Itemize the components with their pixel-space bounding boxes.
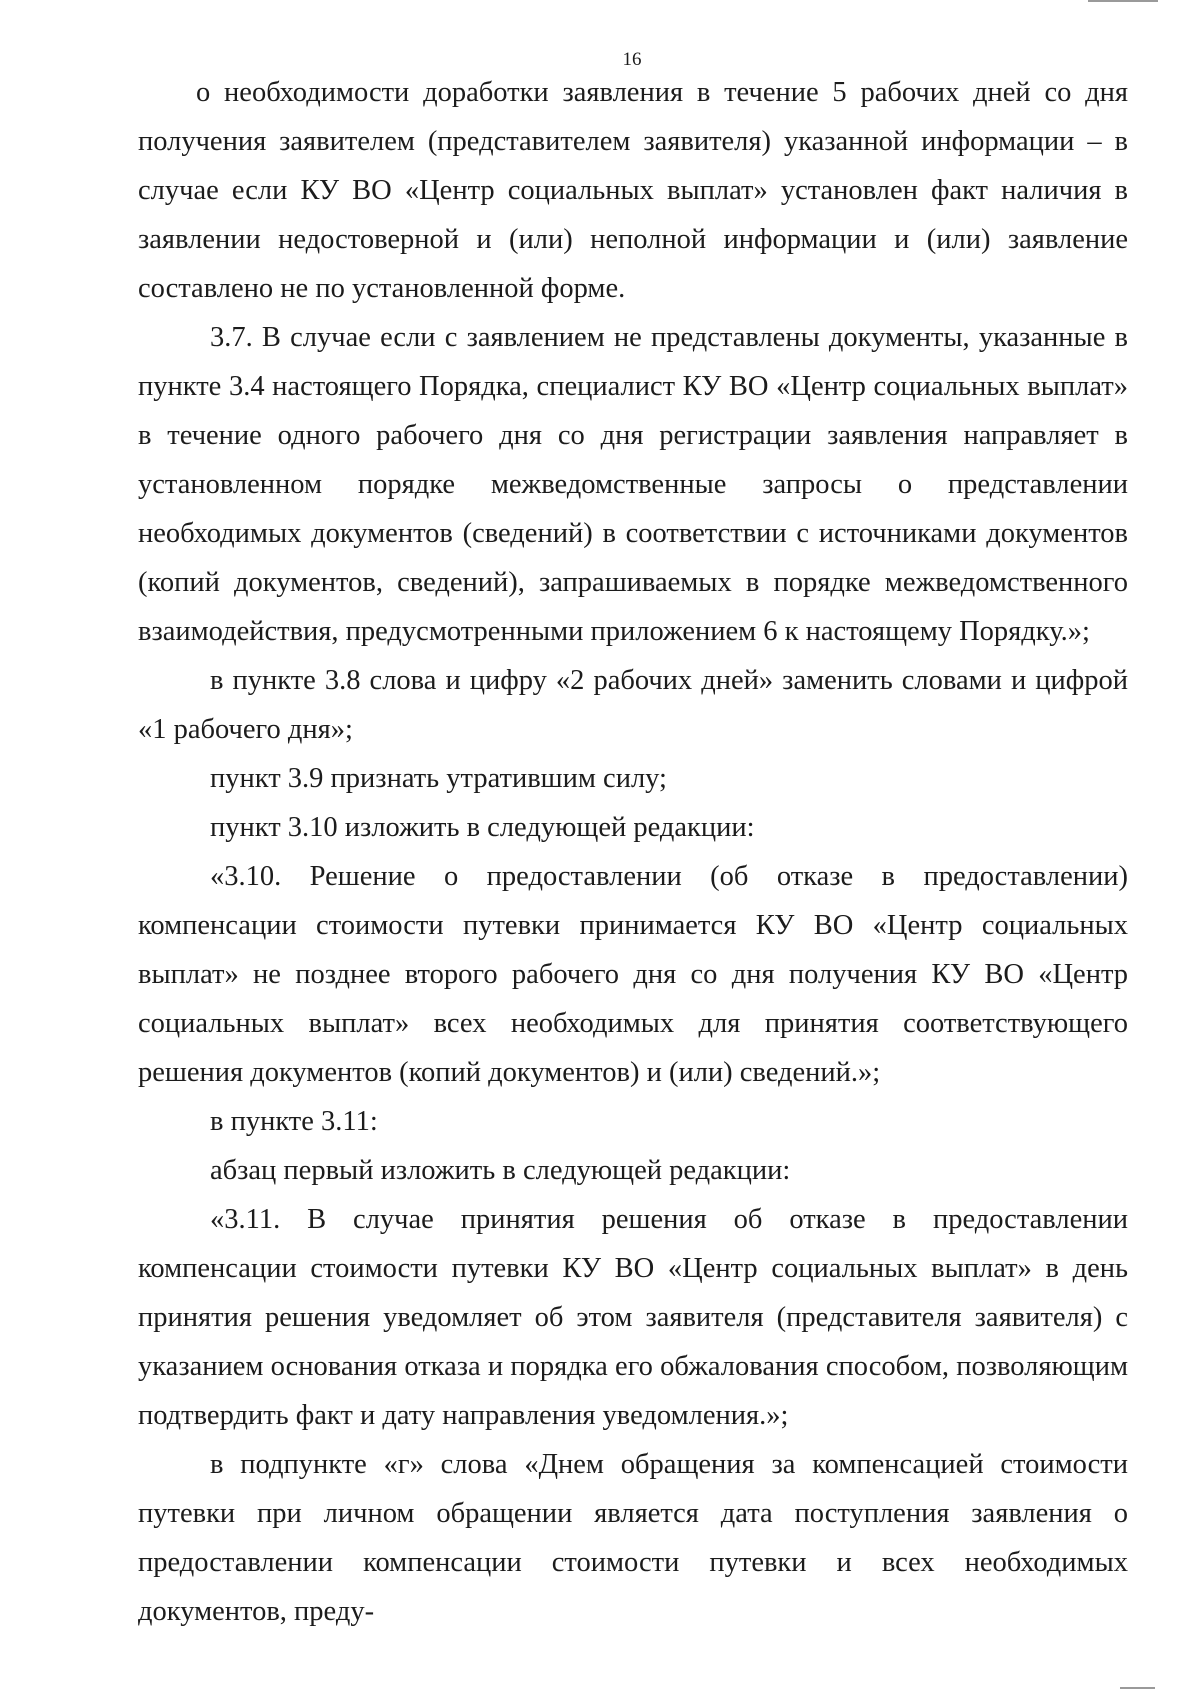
paragraph-6: «3.10. Решение о предоставлении (об отказе в предоставлении) компенсации стоимости путевки принимается КУ ВО «Центр социальных выплат» не позднее второго рабочего дня со дня получения КУ ВО «Центр социальных выплат» всех необходимых для принятия соответствующего решения документов (копий документов) и (или) сведений.»; [138, 861, 1128, 1088]
paragraph-9: «3.11. В случае принятия решения об отказе в предоставлении компенсации стоимости путевки КУ ВО «Центр социальных выплат» в день принятия решения уведомляет об этом заявителя (представителя заявителя) с указанием основания отказа и порядка его обжалования способом, позволяющим подтвердить факт и дату направления уведомления.»; [138, 1204, 1128, 1431]
paragraph-8: абзац первый изложить в следующей редакции: [210, 1155, 791, 1186]
paragraph-4: пункт 3.9 признать утратившим силу; [210, 763, 667, 794]
paragraph-7: в пункте 3.11: [210, 1106, 378, 1137]
paragraph-1: о необходимости доработки заявления в течение 5 рабочих дней со дня получения заявителем (представителем заявителя) указанной информации – в случае если КУ ВО «Центр социальных выплат» установлен факт наличия в заявлении недостоверной и (или) неполной информации и (или) заявление составлено не по установленной форме. [138, 77, 1128, 304]
paragraph-10: в подпункте «г» слова «Днем обращения за компенсацией стоимости путевки при личном обращении является дата поступления заявления о предоставлении компенсации стоимости путевки и всех необходимых документов, преду- [138, 1449, 1128, 1627]
paragraph-5: пункт 3.10 изложить в следующей редакции: [210, 812, 755, 843]
scan-mark-top-right [1088, 0, 1158, 2]
document-body [138, 68, 1128, 1636]
page-number: 16 [622, 49, 642, 70]
paragraph-3: в пункте 3.8 слова и цифру «2 рабочих дней» заменить словами и цифрой «1 рабочего дня»; [138, 665, 1128, 745]
paragraph-2: 3.7. В случае если с заявлением не представлены документы, указанные в пункте 3.4 настоящего Порядка, специалист КУ ВО «Центр социальных выплат» в течение одного рабочего дня со дня регистрации заявления направляет в установленном порядке межведомственные запросы о представлении необходимых документов (сведений) в соответствии с источниками документов (копий документов, сведений), запрашиваемых в порядке межведомственного взаимодействия, предусмотренными приложением 6 к настоящему Порядку.»; [138, 322, 1128, 647]
scan-mark-bottom-right [1120, 1687, 1155, 1689]
